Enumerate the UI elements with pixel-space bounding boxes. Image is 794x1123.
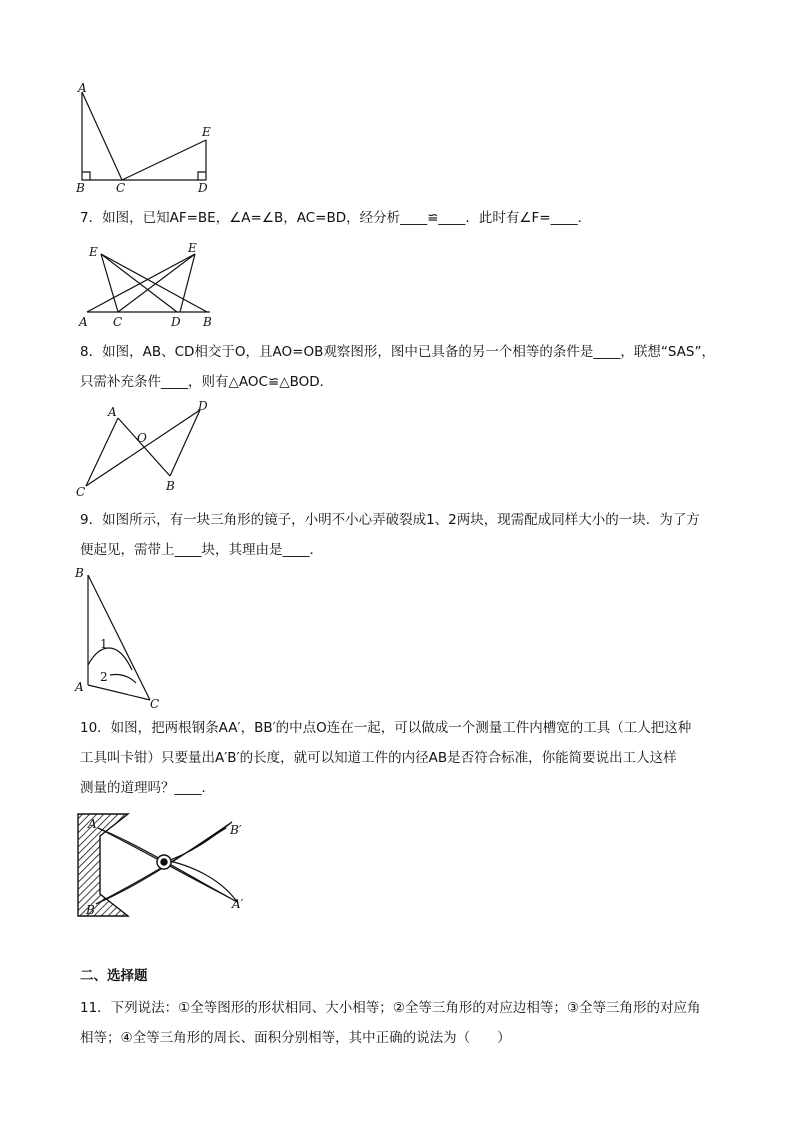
question-10-line2: 工具叫卡钳）只要量出A′B′的长度，就可以知道工件的内径AB是否符合标准，你能简要说出工人这样 — [80, 750, 677, 766]
label-E-left: E — [89, 245, 98, 259]
label-1: 1 — [100, 637, 108, 651]
label-C: C — [76, 485, 86, 498]
label-B-prime: B′ — [230, 823, 242, 837]
label-2: 2 — [100, 670, 108, 684]
question-9-line2: 便起见，需带上____块，其理由是____． — [80, 542, 323, 558]
question-8-line2: 只需补充条件____，则有△AOC≌△BOD． — [80, 374, 334, 390]
label-C: C — [116, 181, 126, 195]
question-11-line1: 11．下列说法：①全等图形的形状相同、大小相等；②全等三角形的对应边相等；③全等三角形的对应角 — [80, 1000, 701, 1016]
label-A: A — [108, 405, 117, 419]
label-D: D — [198, 399, 208, 413]
label-C: C — [150, 697, 160, 710]
figure-q7 — [75, 238, 220, 330]
label-B: B — [203, 315, 212, 329]
question-8-line1: 8．如图，AB、CD相交于O，且AO=OB观察图形，图中已具备的另一个相等的条件是____，联想“SAS”， — [80, 344, 715, 360]
question-10-line1: 10．如图，把两根钢条AA′，BB′的中点O连在一起，可以做成一个测量工件内槽宽的工具（工人把这种 — [80, 720, 692, 736]
label-B: B — [86, 903, 95, 917]
label-E: E — [202, 125, 211, 139]
figure-right-triangles — [70, 80, 220, 195]
label-B: B — [76, 181, 85, 195]
question-9-line1: 9．如图所示，有一块三角形的镜子，小明不小心弄破裂成1、2两块，现需配成同样大小的一块．为了方 — [80, 512, 700, 528]
label-C: C — [113, 315, 123, 329]
label-O: O — [137, 431, 147, 445]
label-A-prime: A′ — [232, 897, 244, 911]
label-B: B — [75, 566, 84, 580]
section-title: 二、选择题 — [80, 968, 148, 984]
label-E-right: E — [188, 241, 197, 255]
label-A: A — [78, 81, 87, 95]
question-11-line2: 相等；④全等三角形的周长、面积分别相等，其中正确的说法为（ ） — [80, 1030, 511, 1046]
label-D: D — [198, 181, 208, 195]
label-B: B — [166, 479, 175, 493]
question-10-line3: 测量的道理吗？____． — [80, 780, 215, 796]
label-A: A — [75, 680, 84, 694]
question-7: 7．如图，已知AF=BE，∠A=∠B，AC=BD，经分析____≌____．此时有∠F=____． — [80, 210, 592, 226]
figure-q10 — [72, 810, 252, 925]
figure-q8 — [70, 398, 220, 498]
label-A: A — [88, 817, 97, 831]
label-D: D — [171, 315, 181, 329]
label-A: A — [79, 315, 88, 329]
figure-q9 — [70, 565, 170, 710]
